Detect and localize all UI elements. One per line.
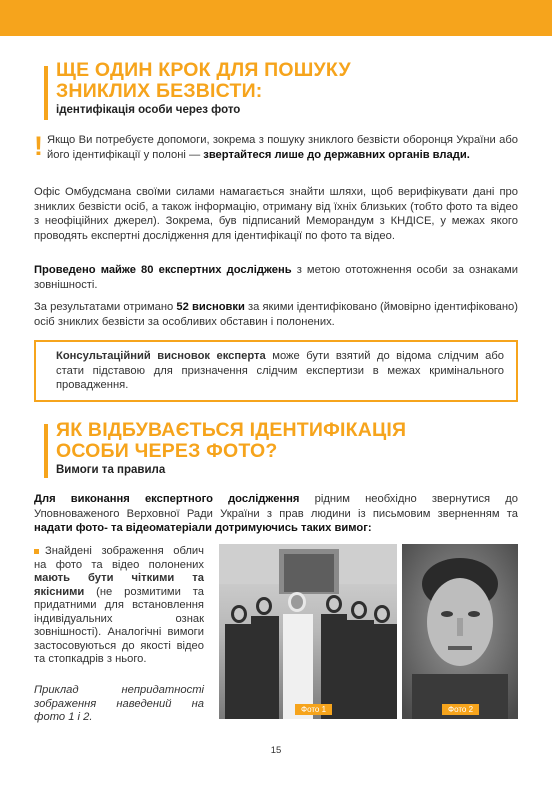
paragraph-results [34,300,518,329]
expert-conclusion-bold: Консультаційний висновок експерта [56,350,266,362]
paragraph-requirements [34,492,518,536]
paragraph-studies [34,263,518,292]
expert-conclusion-rest: може бути взятий до відома слідчим або стати підставою для призначення слідчим експертизи в межах кримінального провадження. [56,350,504,391]
photo-2-caption: Фото 2 [442,704,479,715]
page-number: 15 [270,745,282,756]
expert-conclusion-box [34,340,518,402]
section2-subtitle: Вимоги та правила [56,464,166,476]
section2-header [44,420,514,476]
alert-text-regular: Якщо Ви потребуєте допомоги, зокрема з пошуку зниклого безвісти оборонця України або його ідентифікації у полоні — [47,134,518,161]
paragraph-studies-rest: з метою ототожнення особи за ознаками зовнішності. [34,264,518,291]
paragraph-requirements-mid: рідним необхідно звернутися до Уповноваженого Верховної Ради України з прав людини із письмовим зверненням та [34,493,519,520]
section1-accent-bar [44,66,48,120]
section1-title-line2: ЗНИКЛИХ БЕЗВІСТИ: [56,80,263,102]
paragraph-ombudsman: Офіс Омбудсмана своїми силами намагається знайти шляхи, щоб верифікувати дані про зниклих безвісти осіб, а також інформацію, отриману від їхніх близьких (тобто фото та відео з неофіційних джерел). Зокрема, був підписаний Меморандум з КНДІСЕ, у межах якого проводять експертні дослідження для ідентифікації по фото та відео. [34,186,518,242]
section2-title-line2: ОСОБИ ЧЕРЕЗ ФОТО? [56,440,278,462]
photo-1-image [219,544,397,719]
section1-subtitle: ідентифікація особи через фото [56,104,241,116]
paragraph-requirements-bold1: Для виконання експертного дослідження [34,493,300,505]
bullet-square-icon [34,549,39,554]
paragraph-results-after: за якими ідентифіковано (ймовірно ідентифіковано) осіб зниклих безвісти за особливих обставин і полонених. [34,301,518,328]
top-accent-bar [0,0,552,36]
photo-1 [219,544,397,719]
requirement-bullet [34,545,204,667]
requirement-bullet-before: Знайдені зображення облич на фото та відео полонених [34,545,204,571]
requirement-bullet-after: (не розмитими та придатними для встановлення індивідуальних ознак зовнішності). Аналогічні вимоги застосовуються до якості відео та стопкадрів з нього. [34,585,204,665]
alert-text [47,133,518,162]
alert-text-bold: звертайтеся лише до державних органів влади. [203,148,470,161]
section2-accent-bar [44,424,48,478]
alert-exclamation-icon: ! [34,131,43,161]
section2-title-line1: ЯК ВІДБУВАЄТЬСЯ ІДЕНТИФІКАЦІЯ [56,419,407,441]
photo-2 [402,544,518,719]
photo-1-caption: Фото 1 [295,704,332,715]
paragraph-requirements-bold2: надати фото- та відеоматеріали дотримуючись таких вимог: [34,522,372,535]
paragraph-results-before: За результатами отримано [34,301,177,313]
paragraph-studies-bold: Проведено майже 80 експертних досліджень [34,264,292,276]
section1-header [44,60,514,116]
photo-2-image [402,544,518,719]
section1-title-line1: ЩЕ ОДИН КРОК ДЛЯ ПОШУКУ [56,59,351,81]
requirement-bullet-bold: мають бути чіткими та якісними [34,572,204,598]
paragraph-results-bold: 52 висновки [176,301,245,313]
example-caption: Приклад непридатності зображення наведений на фото 1 і 2. [34,684,204,723]
